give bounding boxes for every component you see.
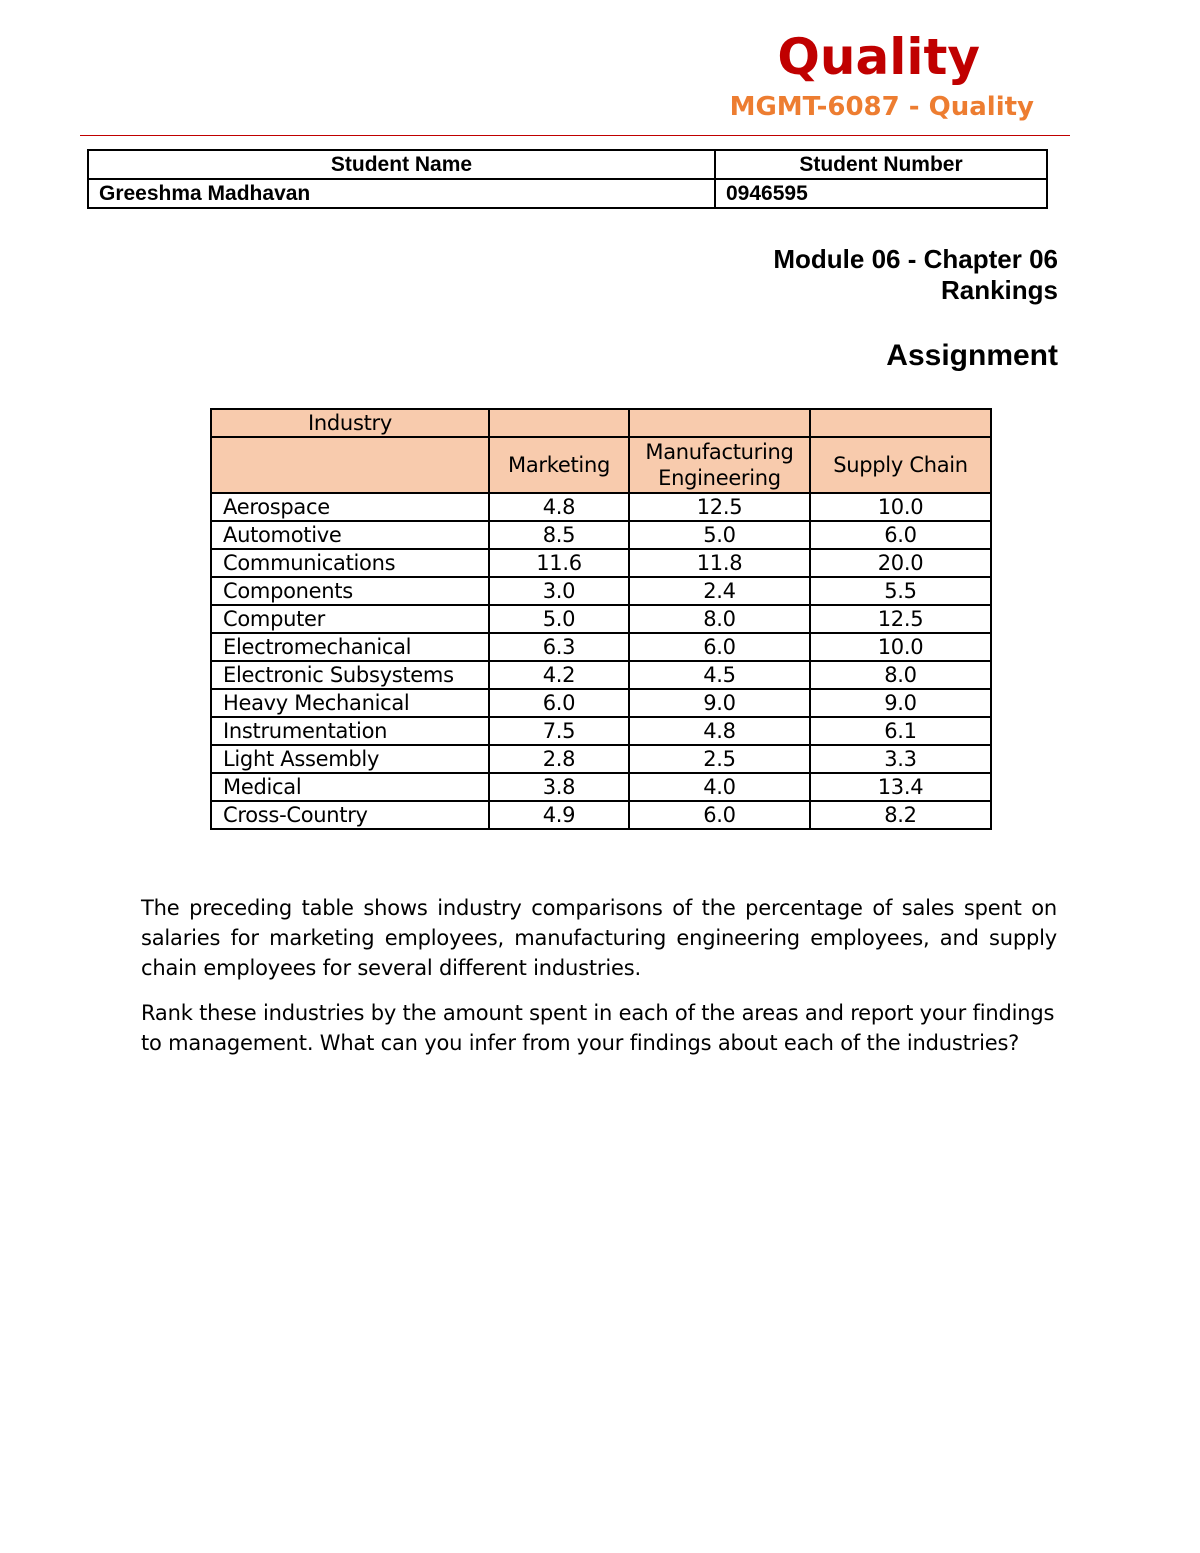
table-header-row-bottom xyxy=(211,437,991,493)
table-row xyxy=(211,633,991,661)
marketing-cell: 3.8 xyxy=(489,773,629,801)
header-blank-cell xyxy=(489,409,629,437)
module-topic-line: Rankings xyxy=(940,275,1058,305)
table-row xyxy=(211,773,991,801)
industry-cell: Light Assembly xyxy=(211,745,489,773)
table-row xyxy=(211,605,991,633)
marketing-cell: 4.9 xyxy=(489,801,629,829)
header-blank-cell xyxy=(810,409,991,437)
header-divider xyxy=(80,135,1070,136)
manufacturing-cell: 4.0 xyxy=(629,773,810,801)
student-number-value: 0946595 xyxy=(715,179,1047,208)
industry-cell: Communications xyxy=(211,549,489,577)
table-header-row-top xyxy=(211,409,991,437)
supply-chain-cell: 8.0 xyxy=(810,661,991,689)
module-heading xyxy=(773,244,1058,306)
assignment-heading: Assignment xyxy=(886,339,1058,372)
manufacturing-cell: 12.5 xyxy=(629,493,810,521)
industry-cell: Cross-Country xyxy=(211,801,489,829)
industry-cell: Automotive xyxy=(211,521,489,549)
manufacturing-cell: 5.0 xyxy=(629,521,810,549)
marketing-cell: 2.8 xyxy=(489,745,629,773)
manufacturing-cell: 4.5 xyxy=(629,661,810,689)
supply-chain-cell: 10.0 xyxy=(810,633,991,661)
manufacturing-cell: 6.0 xyxy=(629,801,810,829)
table-row xyxy=(211,745,991,773)
supply-chain-cell: 6.0 xyxy=(810,521,991,549)
header-blank-cell xyxy=(629,409,810,437)
table-row xyxy=(211,801,991,829)
manufacturing-cell: 2.4 xyxy=(629,577,810,605)
header-blank-cell xyxy=(211,437,489,493)
marketing-cell: 6.0 xyxy=(489,689,629,717)
marketing-cell: 7.5 xyxy=(489,717,629,745)
marketing-cell: 4.2 xyxy=(489,661,629,689)
marketing-cell: 3.0 xyxy=(489,577,629,605)
manufacturing-cell: 2.5 xyxy=(629,745,810,773)
student-number-header: Student Number xyxy=(715,150,1047,179)
supply-chain-cell: 8.2 xyxy=(810,801,991,829)
description-paragraph: The preceding table shows industry comparisons of the percentage of sales spent on salaries for marketing employees, manufacturing engineering employees, and supply chain employees for several different industries. xyxy=(141,896,1057,980)
student-table-value-row xyxy=(88,179,1047,208)
table-row xyxy=(211,521,991,549)
supply-chain-cell: 3.3 xyxy=(810,745,991,773)
industry-cell: Electronic Subsystems xyxy=(211,661,489,689)
supply-chain-cell: 13.4 xyxy=(810,773,991,801)
supply-chain-cell: 10.0 xyxy=(810,493,991,521)
manufacturing-header-text: Manufacturing Engineering xyxy=(645,440,794,490)
table-row xyxy=(211,689,991,717)
marketing-cell: 8.5 xyxy=(489,521,629,549)
table-row xyxy=(211,549,991,577)
manufacturing-cell: 4.8 xyxy=(629,717,810,745)
supply-chain-cell: 20.0 xyxy=(810,549,991,577)
document-title: Quality xyxy=(777,28,980,86)
industry-cell: Heavy Mechanical xyxy=(211,689,489,717)
table-row xyxy=(211,717,991,745)
manufacturing-cell: 6.0 xyxy=(629,633,810,661)
module-chapter-line: Module 06 - Chapter 06 xyxy=(773,244,1058,274)
student-table-header-row xyxy=(88,150,1047,179)
industry-cell: Components xyxy=(211,577,489,605)
marketing-cell: 5.0 xyxy=(489,605,629,633)
manufacturing-cell: 8.0 xyxy=(629,605,810,633)
industry-cell: Aerospace xyxy=(211,493,489,521)
manufacturing-cell: 9.0 xyxy=(629,689,810,717)
table-row xyxy=(211,493,991,521)
student-name-header: Student Name xyxy=(88,150,715,179)
marketing-column-header: Marketing xyxy=(489,437,629,493)
marketing-cell: 11.6 xyxy=(489,549,629,577)
industry-cell: Electromechanical xyxy=(211,633,489,661)
supply-chain-cell: 12.5 xyxy=(810,605,991,633)
table-row xyxy=(211,661,991,689)
industry-column-header: Industry xyxy=(211,409,489,437)
instruction-paragraph: Rank these industries by the amount spent in each of the areas and report your findings to management. What can you infer from your findings about each of the industries? xyxy=(141,1001,1055,1055)
table-row xyxy=(211,577,991,605)
industry-cell: Medical xyxy=(211,773,489,801)
supply-chain-cell: 6.1 xyxy=(810,717,991,745)
course-code-title: MGMT-6087 - Quality xyxy=(729,92,1034,122)
student-info-table xyxy=(87,149,1048,209)
marketing-cell: 6.3 xyxy=(489,633,629,661)
supply-chain-cell: 5.5 xyxy=(810,577,991,605)
marketing-cell: 4.8 xyxy=(489,493,629,521)
industry-cell: Computer xyxy=(211,605,489,633)
supply-chain-column-header: Supply Chain xyxy=(810,437,991,493)
manufacturing-cell: 11.8 xyxy=(629,549,810,577)
industry-cell: Instrumentation xyxy=(211,717,489,745)
student-name-value: Greeshma Madhavan xyxy=(88,179,715,208)
manufacturing-column-header xyxy=(629,437,810,493)
industry-comparison-table xyxy=(210,408,992,830)
supply-chain-cell: 9.0 xyxy=(810,689,991,717)
